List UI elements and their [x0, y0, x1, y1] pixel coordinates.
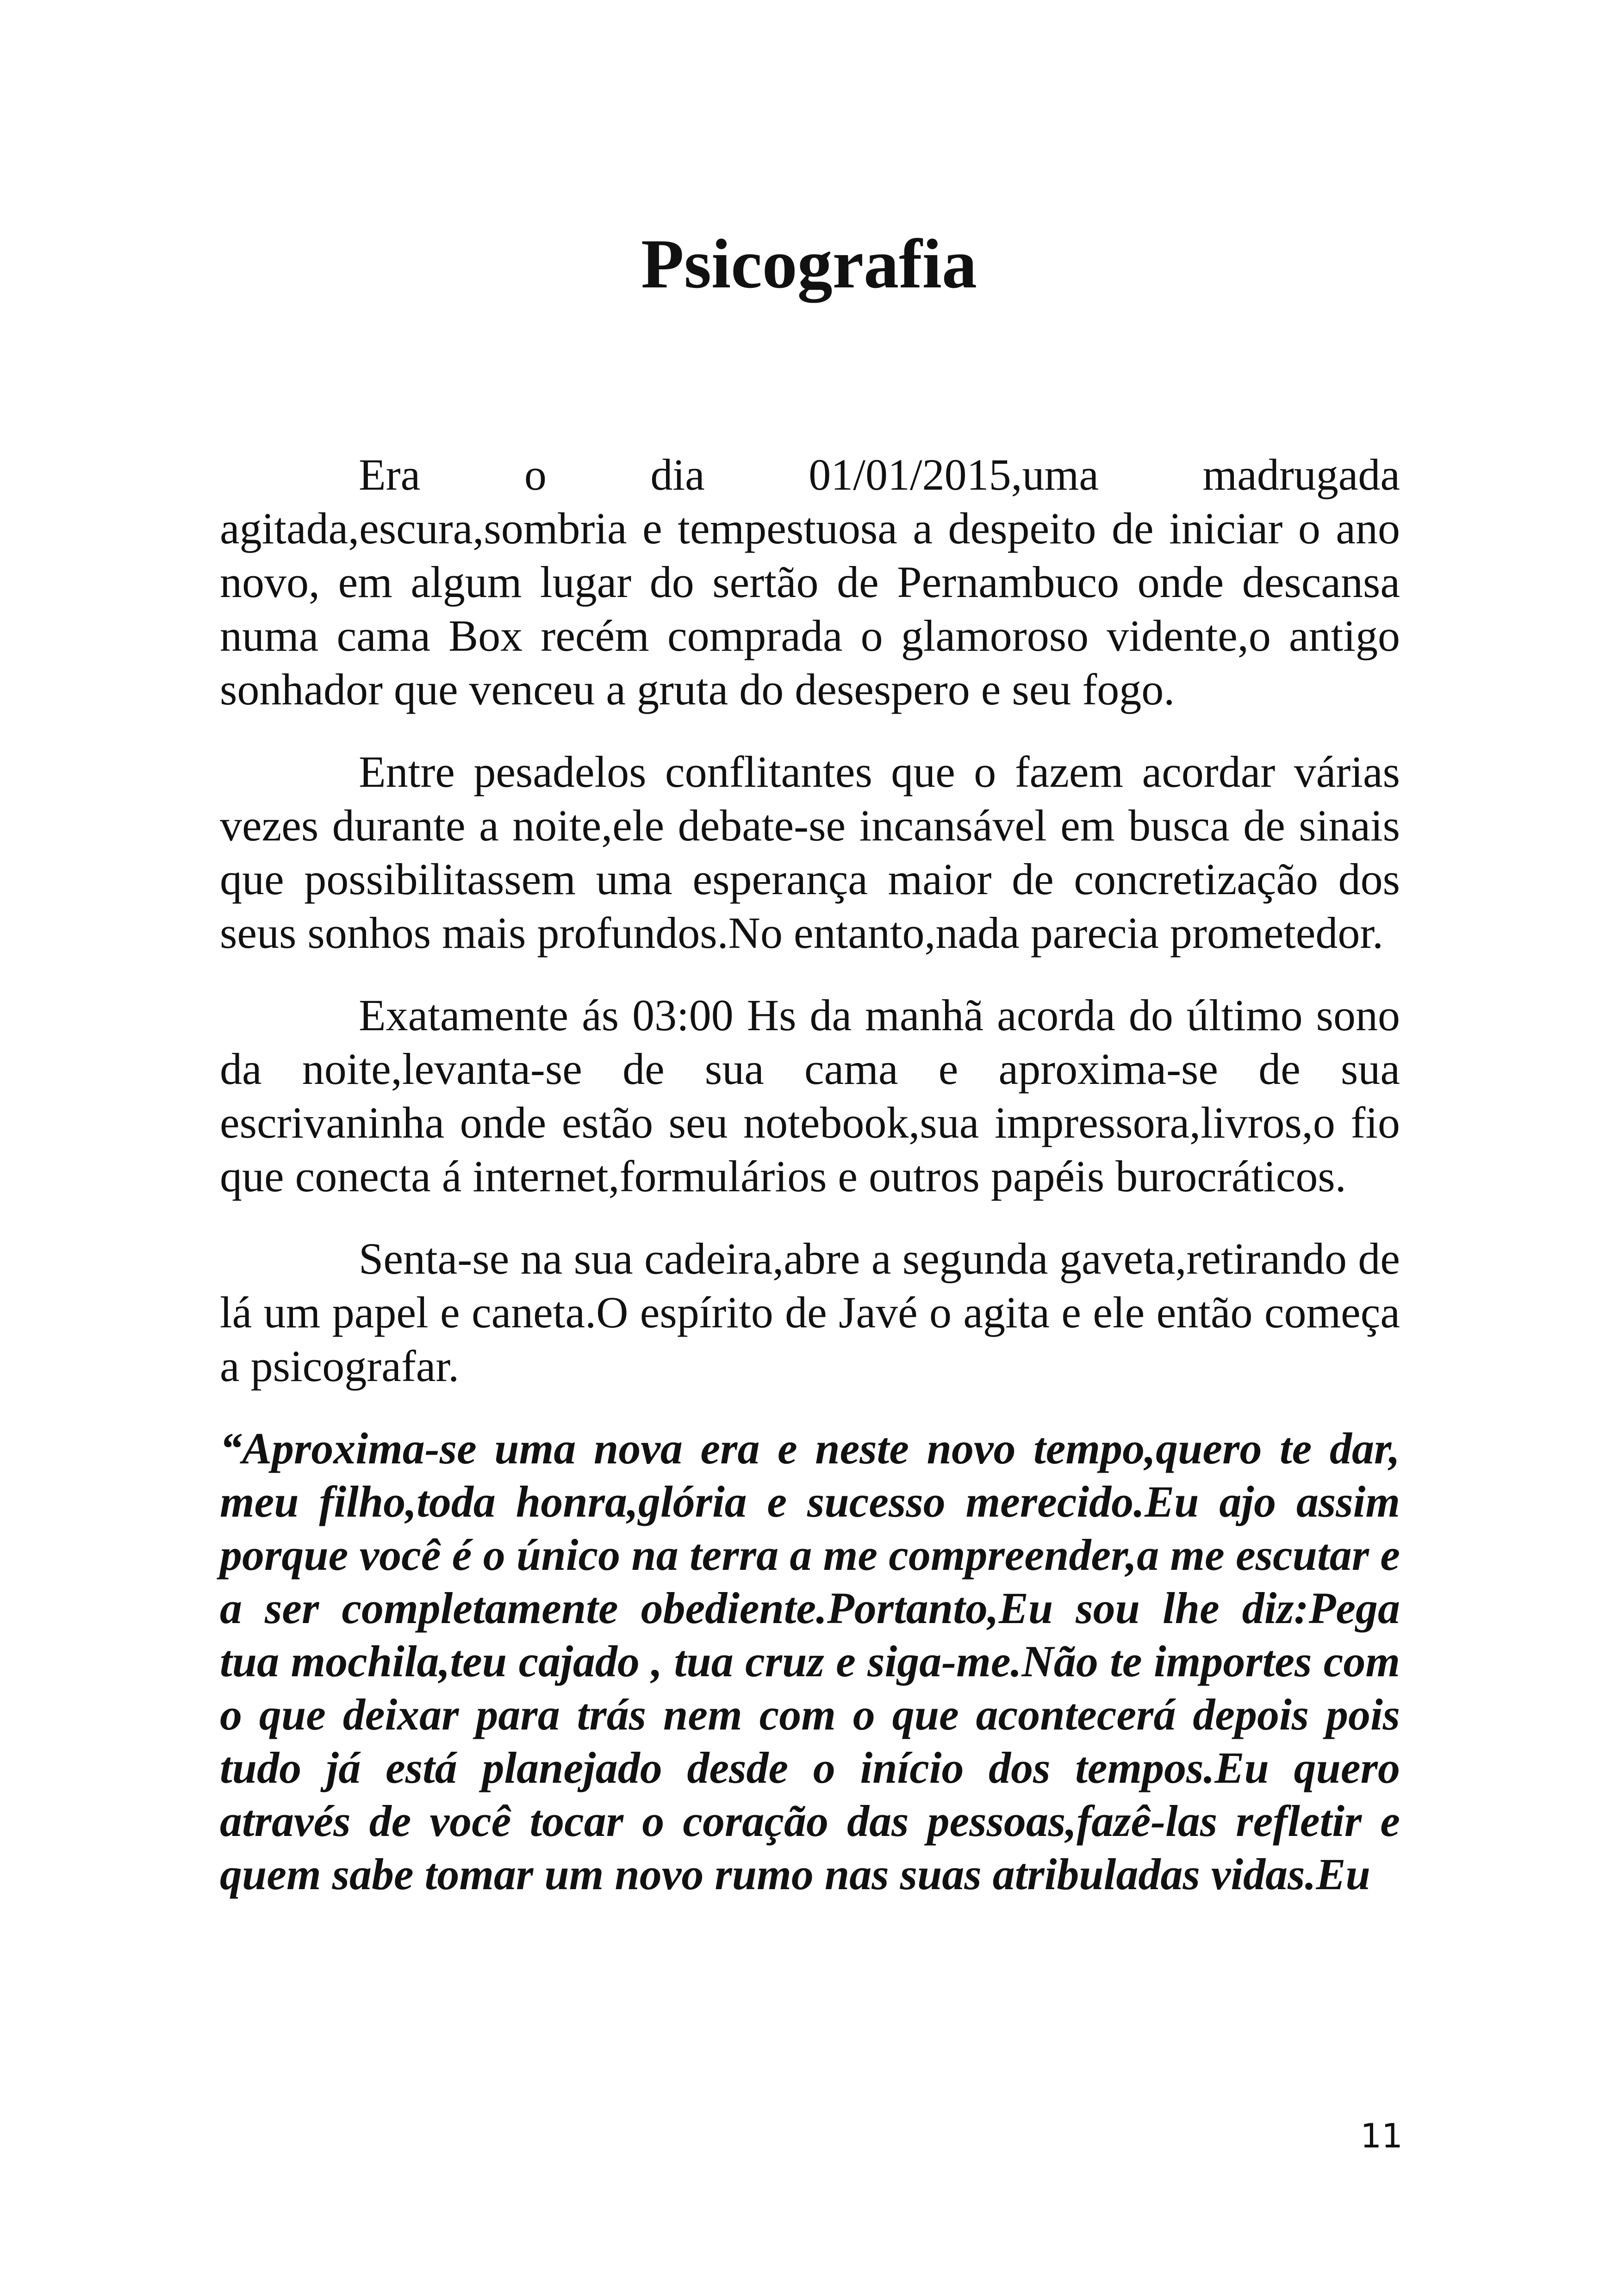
psychography-quote: “Aproxima-se uma nova era e neste novo tempo,quero te dar, meu filho,toda honra,glória e sucesso merecido.Eu ajo assim porque você é o único na terra a me compreender,a me escutar e a ser completamente obediente.Portanto,Eu sou lhe diz:Pega tua mochila,teu cajado , tua cruz e siga-me.Não te importes com o que deixar para trás nem com o que acontecerá depois pois tudo já está planejado desde o início dos tempos.Eu quero através de você tocar o coração das pessoas,fazê-las refletir e quem sabe tomar um novo rumo nas suas atribuladas vidas.Eu — [220, 1424, 1400, 1899]
paragraph: Era o dia 01/01/2015,uma madrugada agitada,escura,sombria e tempestuosa a despeito de iniciar o ano novo, em algum lugar do sertão de Pernambuco onde descansa numa cama Box recém comprada o glamoroso vidente,o antigo sonhador que venceu a gruta do desespero e seu fogo. — [220, 450, 1400, 714]
paragraph: Entre pesadelos conflitantes que o fazem acordar várias vezes durante a noite,ele debate-se incansável em busca de sinais que possibilitassem uma esperança maior de concretização dos seus sonhos mais profundos.No entanto,nada parecia prometedor. — [220, 747, 1400, 958]
paragraph: Exatamente ás 03:00 Hs da manhã acorda do último sono da noite,levanta-se de sua cama e aproxima-se de sua escrivaninha onde estão seu notebook,sua impressora,livros,o fio que conecta á internet,formulários e outros papéis burocráticos. — [220, 990, 1400, 1201]
body-text — [220, 448, 1400, 1901]
page-number: 11 — [1360, 2116, 1403, 2155]
paragraph: Senta-se na sua cadeira,abre a segunda gaveta,retirando de lá um papel e caneta.O espírito de Javé o agita e ele então começa a psicografar. — [220, 1234, 1400, 1391]
page-title: Psicografia — [641, 225, 977, 303]
